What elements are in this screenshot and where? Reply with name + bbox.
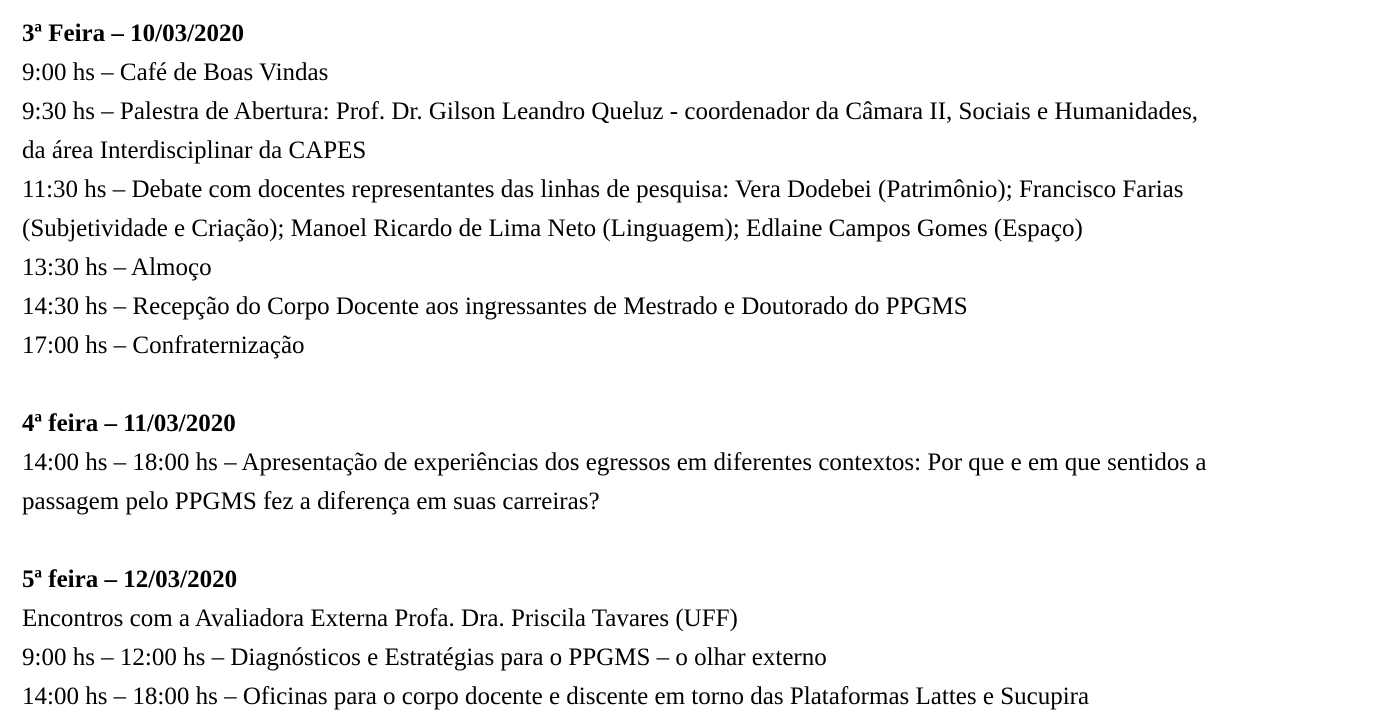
day-section-thursday <box>22 560 1372 716</box>
schedule-line: (Subjetividade e Criação); Manoel Ricardo de Lima Neto (Linguagem); Edlaine Campos Gomes (Espaço) <box>22 215 1083 242</box>
day-section-wednesday <box>22 404 1372 521</box>
day-heading: 4ª feira – 11/03/2020 <box>22 410 236 437</box>
schedule-line: 14:00 hs – 18:00 hs – Apresentação de experiências dos egressos em diferentes contextos: Por que e em que sentidos a <box>22 449 1207 476</box>
day-heading: 3ª Feira – 10/03/2020 <box>22 20 245 47</box>
schedule-line: Encontros com a Avaliadora Externa Profa. Dra. Priscila Tavares (UFF) <box>22 605 738 632</box>
day-heading: 5ª feira – 12/03/2020 <box>22 566 238 593</box>
day-section-tuesday <box>22 14 1372 365</box>
paragraph-gap <box>22 365 1372 404</box>
schedule-line: 17:00 hs – Confraternização <box>22 332 305 359</box>
schedule-line: 9:00 hs – Café de Boas Vindas <box>22 59 329 86</box>
schedule-document <box>22 14 1372 716</box>
schedule-line: passagem pelo PPGMS fez a diferença em suas carreiras? <box>22 488 600 515</box>
schedule-line: da área Interdisciplinar da CAPES <box>22 137 367 164</box>
schedule-line: 11:30 hs – Debate com docentes representantes das linhas de pesquisa: Vera Dodebei (Patrimônio); Francisco Farias <box>22 176 1184 203</box>
schedule-line: 9:00 hs – 12:00 hs – Diagnósticos e Estratégias para o PPGMS – o olhar externo <box>22 644 827 671</box>
schedule-line: 9:30 hs – Palestra de Abertura: Prof. Dr. Gilson Leandro Queluz - coordenador da Câmara II, Sociais e Humanidades, <box>22 98 1199 125</box>
schedule-line: 14:00 hs – 18:00 hs – Oficinas para o corpo docente e discente em torno das Plataformas Lattes e Sucupira <box>22 683 1090 710</box>
schedule-line: 14:30 hs – Recepção do Corpo Docente aos ingressantes de Mestrado e Doutorado do PPGMS <box>22 293 968 320</box>
schedule-line: 13:30 hs – Almoço <box>22 254 212 281</box>
paragraph-gap <box>22 521 1372 560</box>
